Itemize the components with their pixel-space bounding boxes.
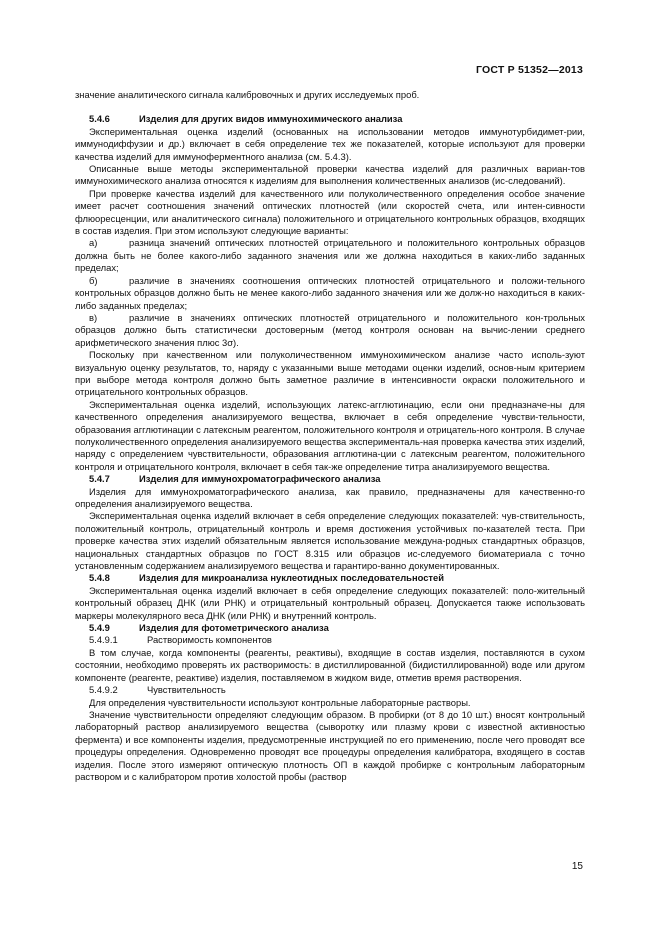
paragraph: значение аналитического сигнала калибровочных и других исследуемых проб. xyxy=(75,89,420,100)
heading-5-4-6 xyxy=(75,113,585,125)
heading-number: 5.4.6 xyxy=(89,113,110,125)
list-marker: б) xyxy=(89,274,98,286)
paragraph: Значение чувствительности определяют следующим образом. В пробирки (от 8 до 10 шт.) вносят контрольный лабораторный раствор анализируемого вещества (сыворотку или плазму крови с известной активностью фермента) и все компоненты изделия, предусмотренные инструкцией по его применению, после чего проводят все процедуры определения. Одновременно проводят все процедуры определения калибратора, входящего в состав изделия. После этого измеряют оптическую плотность ОП в каждой пробирке с контрольным лабораторным раствором и с калибратором против холостой пробы (раствор xyxy=(75,708,585,782)
paragraph: Экспериментальная оценка изделий включает в себя определение следующих показателей: поло-жительный контрольный образец ДНК (или РНК) и отрицательный контрольный образец. Допускается также использовать маркеры молекулярного веса ДНК (или РНК) и внутренний контроль. xyxy=(75,584,585,621)
heading-number: 5.4.9 xyxy=(89,622,110,634)
list-marker: в) xyxy=(89,311,98,323)
paragraph: При проверке качества изделий для качественного или полуколичественного определения особое значение имеет расчет соотношения значений оптических плотностей (или скоростей счета, или интен-сивности флюоресценции, или аналитического сигнала) положительного и отрицательного контрольных образцов, входящих в состав изделия. При этом используют следующие варианты: xyxy=(75,187,585,237)
spacer xyxy=(75,101,585,113)
subheading-number: 5.4.9.2 xyxy=(89,684,118,696)
page-number: 15 xyxy=(571,861,583,872)
list-text: различие в значениях соотношения оптических плотностей отрицательного и положи-тельного контрольных образцов должно быть не менее какого-либо заданного значения или же долж-но находиться в каких-либо заданных пределах; xyxy=(75,274,585,311)
subheading-number: 5.4.9.1 xyxy=(89,634,118,646)
paragraph: Для определения чувствительности используют контрольные лабораторные растворы. xyxy=(89,696,471,708)
paragraph: Экспериментальная оценка изделий (основанных на использовании методов иммунотурбидимет-рии, иммунодиффузии и др.) включает в себя определение тех же показателей, которые используют для проверки качества изделий для иммуноферментного анализа (см. 5.4.3). xyxy=(75,125,585,162)
paragraph: Описанные выше методы экспериментальной проверки качества изделий для различных вариан-тов иммунохимического анализа относятся к изделиям для выполнения количественных анализов (ис-следований). xyxy=(75,163,585,187)
paragraph: Поскольку при качественном или полуколичественном иммунохимическом анализе часто исполь-зуют визуальную оценку результатов, то, наряду с указанными выше методами оценки изделий, основ-ным критерием при выборе метода контроля должно быть заметное различие в интенсивности окраски положительного и отрицательного контрольных образцов. xyxy=(75,349,585,398)
list-text: разница значений оптических плотностей отрицательного и положительного контрольных образцов должна быть не более какого-либо заданного значения или же должна находиться в каких-либо заданных пределах; xyxy=(75,237,585,274)
subheading-title: Растворимость компонентов xyxy=(147,634,272,646)
body-text xyxy=(75,89,585,783)
heading-title: Изделия для фотометрического анализа xyxy=(139,622,329,634)
list-text: различие в значениях оптических плотностей отрицательного и положительного кон-трольных образцов должно быть статистически достоверным (метод контроля основан на вычис-лении среднего арифметического значения плюс 3σ). xyxy=(75,311,585,348)
paragraph: Экспериментальная оценка изделий, использующих латекс-агглютинацию, если они предназначе-ны для качественного определения анализируемого вещества, включает в себя определение чувстви-тельности, образования агглютинации с латексным реагентом, положительного контроля и отрицатель-ного контроля. В случае полуколичественного определения анализируемого вещества эксперименталь-ная проверка качества этих изделий, наряду с определением чувствительности, образования агглютина-ции с латексным реагентом, положительного контроля и отрицательного контроля, включает в себя так-же определение титра анализируемого вещества. xyxy=(75,398,585,472)
heading-5-4-9 xyxy=(75,622,585,634)
list-item-v xyxy=(75,312,585,349)
paragraph: В том случае, когда компоненты (реагенты, реактивы), входящие в состав изделия, поставляются в сухом состоянии, необходимо проверять их растворимость: в дистиллированной (бидистиллированной) воде или другом компоненте (реагенте, реактиве) изделия, поставляемом в жидком виде, отметив время растворения. xyxy=(75,646,585,683)
list-marker: а) xyxy=(89,237,98,249)
subheading-title: Чувствительность xyxy=(147,684,226,696)
subheading-5-4-9-1 xyxy=(75,634,585,646)
heading-number: 5.4.8 xyxy=(89,572,110,584)
paragraph: Экспериментальная оценка изделий включает в себя определение следующих показателей: чув-ствительность, положительный контроль, отрицательный контроль и время достижения устойчивых по-казателей теста. При проверке качества этих изделий обязательным является использование междуна-родных стандартных образцов, национальных стандартных образцов по ГОСТ 8.315 или образцов ис-следуемого биоматериала с точно установленным содержанием анализируемого вещества и гарантиро-ванно документированных. xyxy=(75,510,585,572)
heading-title: Изделия для иммунохроматографического анализа xyxy=(139,473,381,485)
paragraph: Изделия для иммунохроматографического анализа, как правило, предназначены для качественно-го определения анализируемого вещества. xyxy=(75,485,585,509)
heading-title: Изделия для микроанализа нуклеотидных последовательностей xyxy=(139,572,444,584)
heading-number: 5.4.7 xyxy=(89,473,110,485)
list-item-a xyxy=(75,237,585,274)
heading-5-4-8 xyxy=(75,572,585,584)
heading-5-4-7 xyxy=(75,473,585,485)
list-item-b xyxy=(75,275,585,312)
subheading-5-4-9-2 xyxy=(75,684,585,696)
heading-title: Изделия для других видов иммунохимического анализа xyxy=(139,113,403,125)
document-header-id: ГОСТ Р 51352—2013 xyxy=(475,64,583,76)
